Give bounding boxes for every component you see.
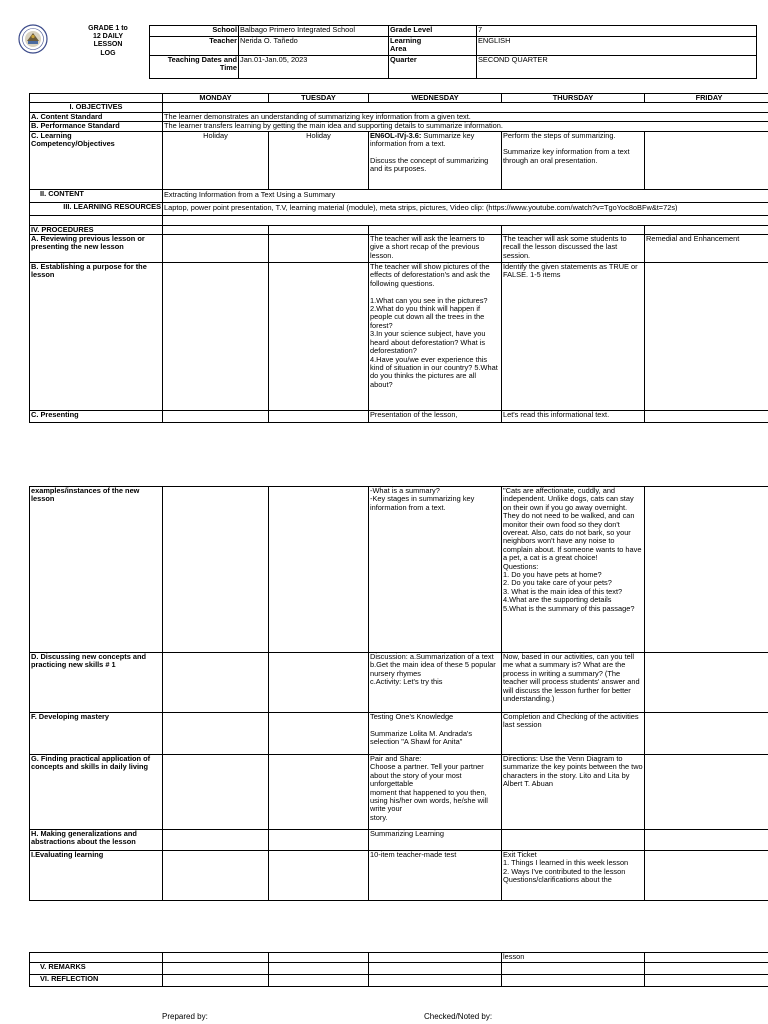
- competency-thursday: Perform the steps of summarizing. Summarize key information from a text through an oral presentation.: [502, 131, 645, 189]
- performance-standard-value: The learner transfers learning by getting the main idea and supporting details to summarize information.: [163, 122, 768, 131]
- proc-b-thursday: Identify the given statements as TRUE or FALSE. 1-5 items: [502, 263, 645, 411]
- proc-c2-wednesday: -What is a summary? -Key stages in summarizing key information from a text.: [369, 487, 502, 653]
- proc-g-label: G. Finding practical application of concepts and skills in daily living: [30, 755, 163, 830]
- deped-seal-logo: [18, 24, 48, 54]
- competency-code: EN6OL-IVj-3.6:: [370, 131, 422, 140]
- proc-d-label: D. Discussing new concepts and practicing new skills # 1: [30, 653, 163, 713]
- proc-a-label: A. Reviewing previous lesson or presenting the new lesson: [30, 235, 163, 263]
- day-wednesday: WEDNESDAY: [369, 94, 502, 103]
- competency-wednesday: [369, 131, 502, 189]
- proc-d-wednesday: Discussion: a.Summarization of a text b.Get the main idea of these 5 popular nursery rhymes c.Activity: Let's try this: [369, 653, 502, 713]
- proc-h-wednesday: Summarizing Learning: [369, 830, 502, 851]
- day-monday: MONDAY: [163, 94, 269, 103]
- school-value: Balbago Primero Integrated School: [239, 26, 389, 37]
- teacher-value: Nerida O. Tañedo: [239, 37, 389, 56]
- proc-a-wednesday: The teacher will ask the learners to give a short recap of the previous lesson.: [369, 235, 502, 263]
- proc-f-label: F. Developing mastery: [30, 713, 163, 755]
- proc-i-wednesday: 10-item teacher-made test: [369, 851, 502, 901]
- day-tuesday: TUESDAY: [269, 94, 369, 103]
- content-heading: II. CONTENT: [30, 189, 163, 202]
- reflection-label: VI. REFLECTION: [30, 975, 163, 987]
- school-label: School: [150, 26, 239, 37]
- grade-title: GRADE 1 to 12 DAILY LESSON LOG: [88, 25, 128, 57]
- proc-b-wednesday: The teacher will show pictures of the effects of deforestation's and ask the following questions. 1.What can you see in the pictures? 2.What do you think will happen if people cut down all the trees in the forest? 3.In your science subject, have you heard about deforestation? What is deforestation? 4.Have you/we ever experience this kind of situation in our country? 5.What do you thinks the pictures are all about?: [369, 263, 502, 411]
- proc-f-wednesday: Testing One's Knowledge Summarize Lolita M. Andrada's selection "A Shawl for Anita": [369, 713, 502, 755]
- proc-c2-thursday: "Cats are affectionate, cuddly, and independent. Unlike dogs, cats can stay on their own if you go away overnight. They do not need to be walked, and can monitor their own food so they don't overeat. Also, cats do not bark, so your neighbors won't have any noise to complain about. If someone wants to have a pet, a cat is a great choice! Questions: 1. Do you have pets at home? 2. Do you take care of your pets? 3. What is the main idea of this text? 4.What are the supporting details 5.What is the summary of this passage?: [502, 487, 645, 653]
- competency-label: C. Learning Competency/Objectives: [30, 131, 163, 189]
- proc-a-thursday: The teacher will ask some students to recall the lesson discussed the last session.: [502, 235, 645, 263]
- competency-wednesday-text: Summarize key information from a text. Discuss the concept of summarizing and its purposes.: [370, 131, 489, 174]
- quarter-value: SECOND QUARTER: [477, 56, 757, 79]
- objectives-heading: I. OBJECTIVES: [30, 103, 163, 112]
- remarks-label: V. REMARKS: [30, 963, 163, 975]
- day-thursday: THURSDAY: [502, 94, 645, 103]
- proc-g-wednesday: Pair and Share: Choose a partner. Tell your partner about the story of your most unforgettable moment that happened to you then, using his/her own words, he/she will write your story.: [369, 755, 502, 830]
- prepared-by-label: Prepared by:: [162, 1012, 208, 1021]
- proc-i-thursday: Exit Ticket 1. Things I learned in this week lesson 2. Ways I've contributed to the lesson Questions/clarifications about the: [502, 851, 645, 901]
- proc-c-wednesday: Presentation of the lesson,: [369, 411, 502, 423]
- content-value: Extracting Information from a Text Using a Summary: [163, 189, 768, 202]
- lesson-log-table-part1: [29, 93, 768, 423]
- proc-c-label: C. Presenting: [30, 411, 163, 423]
- proc-i2-thursday: lesson: [502, 953, 645, 963]
- proc-g-thursday: Directions: Use the Venn Diagram to summarize the key points between the two characters in the story. Lito and Lita by Albert T. Abuan: [502, 755, 645, 830]
- proc-h-label: H. Making generalizations and abstractions about the lesson: [30, 830, 163, 851]
- grade-level-value: 7: [477, 26, 757, 37]
- grade-level-label: Grade Level: [389, 26, 477, 37]
- performance-standard-label: B. Performance Standard: [30, 122, 163, 131]
- procedures-heading: IV. PROCEDURES: [30, 225, 163, 234]
- competency-monday: Holiday: [163, 131, 269, 189]
- header-table: [149, 25, 757, 79]
- proc-f-thursday: Completion and Checking of the activities last session: [502, 713, 645, 755]
- content-standard-label: A. Content Standard: [30, 112, 163, 121]
- dates-value: Jan.01-Jan.05, 2023: [239, 56, 389, 79]
- teacher-label: Teacher: [150, 37, 239, 56]
- proc-c2-label: examples/instances of the new lesson: [30, 487, 163, 653]
- proc-c-thursday: Let's read this informational text.: [502, 411, 645, 423]
- proc-b-label: B. Establishing a purpose for the lesson: [30, 263, 163, 411]
- learning-area-value: ENGLISH: [477, 37, 757, 56]
- lesson-log-table-part2: [29, 486, 768, 901]
- checked-by-label: Checked/Noted by:: [424, 1012, 493, 1021]
- dates-label: Teaching Dates and Time: [150, 56, 239, 79]
- lesson-log-table-part3: [29, 952, 768, 987]
- day-friday: FRIDAY: [645, 94, 768, 103]
- quarter-label: Quarter: [389, 56, 477, 79]
- proc-d-thursday: Now, based in our activities, can you tell me what a summary is? What are the process in writing a summary? (The teacher will process students' answer and will discuss the lesson further for better understanding.): [502, 653, 645, 713]
- resources-value: Laptop, power point presentation, T.V, learning material (module), meta strips, pictures, Video clip: (https://www.youtube.com/watch?v=TgoYoc8oBFw&t=72s): [163, 202, 768, 215]
- proc-i-label: I.Evaluating learning: [30, 851, 163, 901]
- resources-heading: III. LEARNING RESOURCES: [30, 202, 163, 215]
- learning-area-label: Learning Area: [389, 37, 477, 56]
- competency-tuesday: Holiday: [269, 131, 369, 189]
- proc-a-friday: Remedial and Enhancement: [645, 235, 768, 263]
- content-standard-value: The learner demonstrates an understanding of summarizing key information from a given text.: [163, 112, 768, 121]
